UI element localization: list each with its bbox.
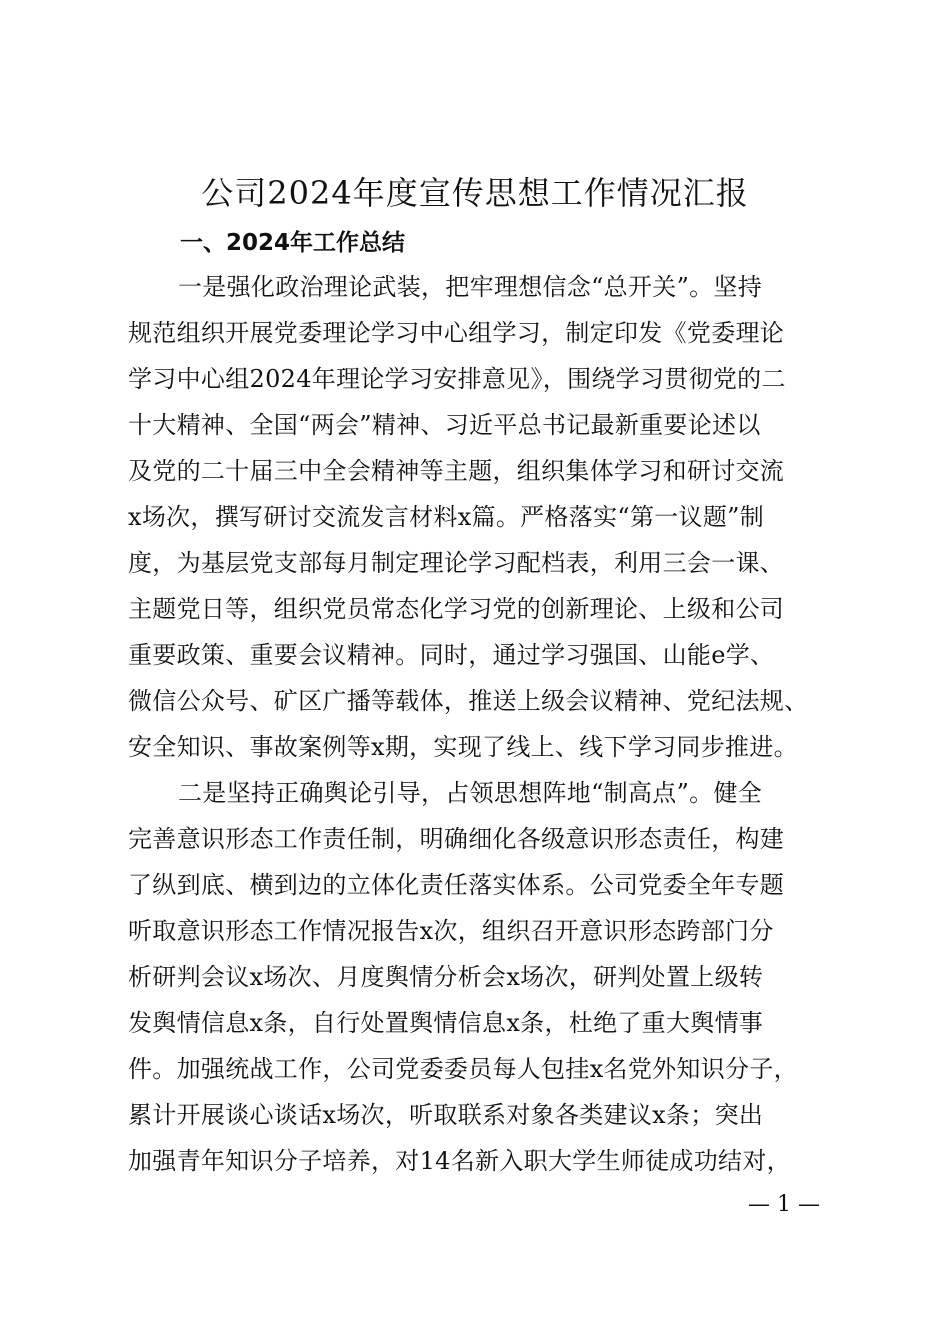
paragraph-line: x场次，撰写研讨交流发言材料x篇。严格落实“第一议题”制 <box>128 503 765 531</box>
paragraph-line: 听取意识形态工作情况报告x次，组织召开意识形态跨部门分 <box>128 917 774 945</box>
document-title: 公司2024年度宣传思想工作情况汇报 <box>201 174 749 212</box>
paragraph-line: 十大精神、全国“两会”精神、习近平总书记最新重要论述以 <box>128 411 761 439</box>
paragraph-line: 微信公众号、矿区广播等载体，推送上级会议精神、党纪法规、 <box>128 687 809 715</box>
paragraph-line: 安全知识、事故案例等x期，实现了线上、线下学习同步推进。 <box>128 733 798 761</box>
paragraph-line: 二是坚持正确舆论引导，占领思想阵地“制高点”。健全 <box>178 779 763 807</box>
section-heading: 一、2024年工作总结 <box>180 230 406 256</box>
paragraph-line: 发舆情信息x条，自行处置舆情信息x条，杜绝了重大舆情事 <box>128 1009 764 1037</box>
paragraph-line: 了纵到底、横到边的立体化责任落实体系。公司党委全年专题 <box>128 871 785 899</box>
page-number: — 1 — <box>748 1192 820 1217</box>
paragraph-line: 度，为基层党支部每月制定理论学习配档表，利用三会一课、 <box>128 549 785 577</box>
paragraph-2 <box>128 770 828 1184</box>
paragraph-line: 及党的二十届三中全会精神等主题，组织集体学习和研讨交流 <box>128 457 785 485</box>
paragraph-line: 析研判会议x场次、月度舆情分析会x场次，研判处置上级转 <box>128 963 764 991</box>
paragraph-line: 规范组织开展党委理论学习中心组学习，制定印发《党委理论 <box>128 319 785 347</box>
paragraph-1 <box>128 264 828 770</box>
paragraph-line: 累计开展谈心谈话x场次，听取联系对象各类建议x条；突出 <box>128 1101 764 1129</box>
paragraph-line: 件。加强统战工作，公司党委委员每人包挂x名党外知识分子， <box>128 1055 798 1083</box>
paragraph-line: 主题党日等，组织党员常态化学习党的创新理论、上级和公司 <box>128 595 785 623</box>
paragraph-line: 重要政策、重要会议精神。同时，通过学习强国、山能e学、 <box>128 641 775 669</box>
paragraph-line: 完善意识形态工作责任制，明确细化各级意识形态责任，构建 <box>128 825 785 853</box>
paragraph-line: 学习中心组2024年理论学习安排意见》，围绕学习贯彻党的二 <box>128 365 786 393</box>
paragraph-line: 一是强化政治理论武装，把牢理想信念“总开关”。坚持 <box>178 273 763 301</box>
paragraph-line: 加强青年知识分子培养，对14名新入职大学生师徒成功结对， <box>128 1147 791 1175</box>
